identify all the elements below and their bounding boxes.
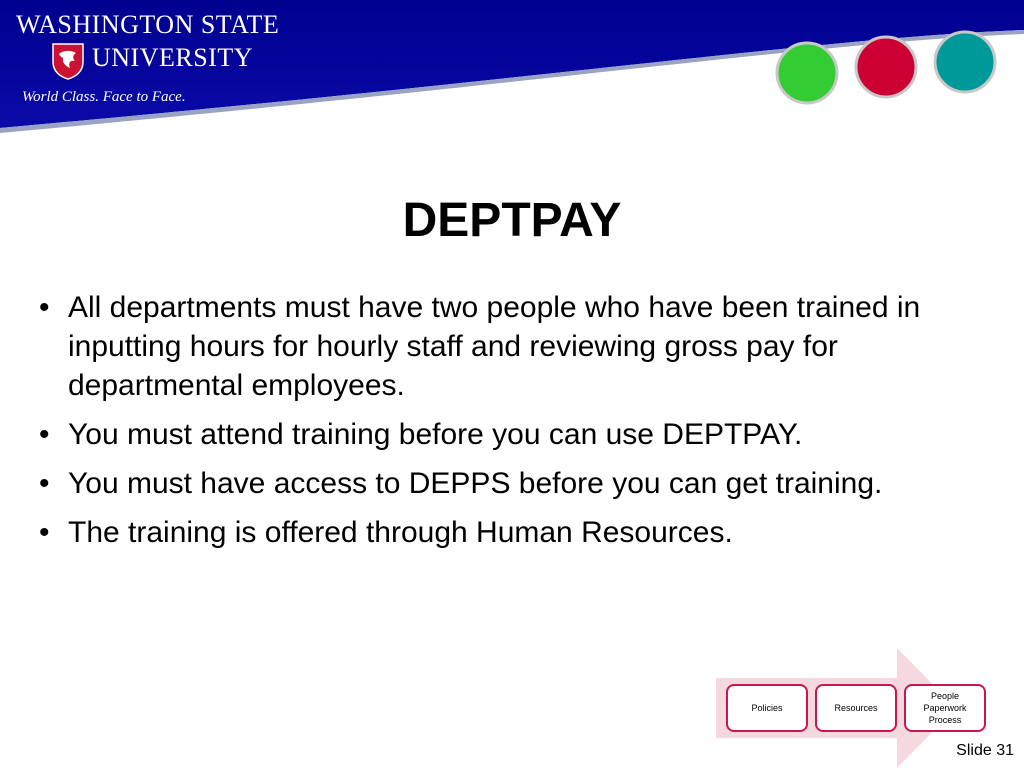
bullet-dot: • [39,467,50,500]
green-circle [777,43,837,103]
bullet-dot: • [39,418,50,451]
logo-tagline: World Class. Face to Face. [22,89,186,105]
teal-circle [935,32,995,92]
logo-line-washington-state: WASHINGTON STATE [16,10,280,39]
bullet-text: You must have access to DEPPS before you can get training. [68,467,883,500]
bullet-text: You must attend training before you can use DEPTPAY. [68,418,803,451]
bullet-item [30,513,1010,552]
slide-title: DEPTPAY [402,194,622,247]
bullet-item [30,464,1010,503]
process-step-policies: Policies [726,684,808,732]
bullet-item [30,415,1010,454]
process-step-people-paperwork-process: People Paperwork Process [904,684,986,732]
bullet-dot: • [39,291,50,324]
bullet-item [30,288,1010,405]
logo-line-university: UNIVERSITY [92,43,253,72]
bullet-text: All departments must have two people who have been trained in inputting hours for hourly staff and reviewing gross pay for departmental employees. [68,291,921,402]
slide-number: Slide 31 [956,742,1014,759]
red-circle [856,37,916,97]
decorative-circles [0,0,1024,135]
bullet-text: The training is offered through Human Resources. [68,516,733,549]
process-step-resources: Resources [815,684,897,732]
bullet-list [30,288,1010,562]
bullet-dot: • [39,516,50,549]
